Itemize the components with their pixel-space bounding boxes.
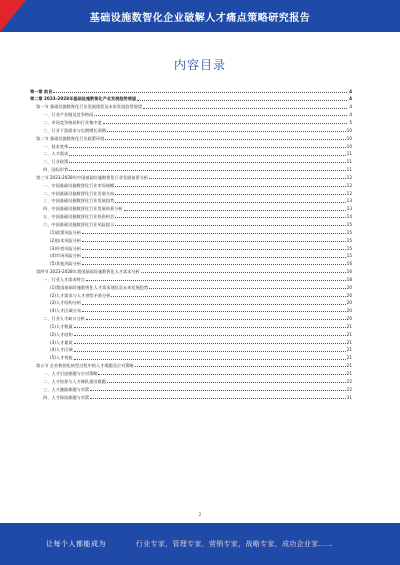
toc-leader-dots	[94, 115, 347, 116]
toc-entry-page: 15	[346, 221, 352, 227]
toc-leader-dots	[82, 241, 346, 242]
toc-leader-dots	[115, 217, 345, 218]
toc-entry-page: 12	[346, 174, 352, 180]
toc-entry-page: 16	[346, 269, 352, 275]
toc-entry[interactable]	[30, 133, 352, 141]
toc-leader-dots	[82, 311, 346, 312]
toc-entry[interactable]	[30, 361, 352, 369]
toc-entry[interactable]	[30, 102, 352, 110]
toc-entry-page: 11	[346, 151, 352, 157]
toc-entry[interactable]	[30, 243, 352, 251]
toc-entry-text: 三、人才激励难题与对策	[43, 386, 90, 392]
toc-leader-dots	[143, 108, 347, 109]
toc-entry-text: 二、人才需求	[43, 151, 69, 157]
toc-entry-page: 21	[346, 331, 352, 337]
toc-entry[interactable]	[30, 251, 352, 259]
toc-leader-dots	[69, 170, 346, 171]
toc-entry[interactable]	[30, 306, 352, 314]
toc-entry-text: (3)人才结构分析	[50, 300, 82, 306]
toc-entry-page: 18	[346, 276, 352, 282]
toc-entry-text: 一、人才引进难题与应对策略	[43, 371, 98, 377]
toc-entry[interactable]	[30, 376, 352, 384]
toc-entry-page: 20	[346, 316, 352, 322]
toc-entry[interactable]	[30, 337, 352, 345]
toc-entry-text: (5)其他风险分析	[50, 261, 82, 267]
toc-entry-page: 22	[346, 378, 352, 384]
toc-leader-dots	[107, 382, 346, 383]
toc-entry-text: 第二章 2023-2028年基础设施数智化产业发展趋势展望	[30, 96, 137, 102]
toc-leader-dots	[103, 123, 347, 124]
toc-entry-text: 三、行业下游需求与长期增长预期	[43, 127, 106, 133]
toc-entry[interactable]	[30, 392, 352, 400]
toc-entry-page: 10	[346, 127, 352, 133]
toc-leader-dots	[82, 233, 346, 234]
toc-entry-page: 4	[349, 104, 352, 110]
toc-entry[interactable]	[30, 164, 352, 172]
toc-entry[interactable]	[30, 125, 352, 133]
toc-leader-dots	[149, 288, 346, 289]
toc-entry-text: 四、中国基础设施数智化行业发展前景分析	[43, 206, 123, 212]
toc-entry-page: 10	[346, 143, 352, 149]
toc-entry-text: (4)人才区域	[50, 347, 73, 353]
toc-leader-dots	[69, 162, 346, 163]
toc-leader-dots	[98, 374, 345, 375]
toc-entry-text: (2)人才需求与人才供给矛盾分析	[50, 292, 111, 298]
toc-leader-dots	[86, 280, 346, 281]
toc-leader-dots	[115, 186, 345, 187]
toc-leader-dots	[115, 202, 345, 203]
toc-leader-dots	[115, 225, 345, 226]
toc-leader-dots	[111, 296, 345, 297]
toc-entry-page: 4	[349, 112, 352, 118]
toc-entry-text: 第二节 基础设施数智化行业政策环境	[36, 135, 105, 141]
toc-leader-dots	[74, 335, 346, 336]
toc-leader-dots	[69, 155, 346, 156]
toc-leader-dots	[82, 304, 346, 305]
toc-leader-dots	[74, 359, 346, 360]
toc-entry-page: 15	[346, 237, 352, 243]
toc-entry-text: (5)人才效能	[50, 355, 73, 361]
toc-entry[interactable]	[30, 94, 352, 102]
toc-entry-text: 第四节 2023-2028年我国基础设施数智化人才需求分析	[36, 269, 140, 275]
table-of-contents	[30, 86, 352, 400]
toc-heading: 内容目录	[173, 58, 226, 72]
toc-entry-page: 20	[346, 284, 352, 290]
toc-entry-text: 四、人才保留难题与对策	[43, 394, 90, 400]
toc-entry[interactable]	[30, 196, 352, 204]
toc-entry-text: 第一章 前言	[30, 88, 53, 94]
toc-leader-dots	[149, 178, 346, 179]
header-bar	[0, 0, 400, 32]
toc-entry[interactable]	[30, 172, 352, 180]
toc-entry-text: (3)人才素质	[50, 339, 73, 345]
report-title: 基础设施数智化企业破解人才痛点策略研究报告	[89, 13, 311, 24]
toc-entry-page: 4	[349, 96, 352, 102]
toc-entry[interactable]	[30, 274, 352, 282]
toc-leader-dots	[74, 351, 346, 352]
toc-entry-text: 五、中国基础设施数智化行业投资机会	[43, 214, 115, 220]
toc-entry-text: (1)人才数量	[50, 323, 73, 329]
toc-leader-dots	[107, 131, 346, 132]
toc-entry-page: 12	[346, 190, 352, 196]
toc-leader-dots	[69, 147, 346, 148]
toc-leader-dots	[115, 194, 345, 195]
toc-entry-text: 一、行业人才需求特点	[43, 276, 85, 282]
toc-leader-dots	[90, 390, 346, 391]
toc-entry-page: 20	[346, 300, 352, 306]
toc-entry-text: 第一节 基础设施数智化行业发展现状及未来发展趋势展望	[36, 104, 143, 110]
footer-slogan: 让每个人都能成为	[46, 540, 106, 548]
toc-entry[interactable]	[30, 282, 352, 290]
toc-entry[interactable]	[30, 110, 352, 118]
toc-entry[interactable]	[30, 227, 352, 235]
toc-entry[interactable]	[30, 329, 352, 337]
toc-entry-text: 四、国际形势	[43, 167, 69, 173]
toc-entry-text: 一、行业产业链及竞争格局	[43, 112, 94, 118]
toc-entry-text: 六、中国基础设施数智化行业风险提示	[43, 221, 115, 227]
toc-entry-page: 15	[346, 245, 352, 251]
toc-entry-page: 21	[346, 323, 352, 329]
toc-entry-text: 三、中国基础设施数智化行业发展趋势	[43, 198, 115, 204]
toc-entry-page: 14	[346, 214, 352, 220]
toc-entry-page: 15	[346, 253, 352, 259]
footer-tagline: 行业专家，管理专家，营销专家，战略专家，成功企业家……	[136, 540, 334, 548]
toc-leader-dots	[53, 92, 347, 93]
toc-entry[interactable]	[30, 188, 352, 196]
toc-entry[interactable]	[30, 219, 352, 227]
toc-leader-dots	[137, 100, 347, 101]
toc-entry-text: (4)市场风险分析	[50, 253, 82, 259]
toc-leader-dots	[74, 343, 346, 344]
toc-entry-text: (3)经营风险分析	[50, 245, 82, 251]
toc-entry-page: 20	[346, 308, 352, 314]
toc-leader-dots	[141, 272, 346, 273]
toc-entry-text: (1)我国基础设施数智化人才需求现状及未来发展趋势	[50, 284, 149, 290]
toc-entry[interactable]	[30, 212, 352, 220]
toc-entry[interactable]	[30, 298, 352, 306]
toc-entry[interactable]	[30, 149, 352, 157]
toc-entry[interactable]	[30, 141, 352, 149]
toc-entry-page: 31	[346, 394, 352, 400]
toc-entry[interactable]	[30, 266, 352, 274]
toc-entry-page: 21	[346, 371, 352, 377]
toc-entry-text: (4)人才区域分布	[50, 308, 82, 314]
toc-entry-text: 二、中国基础设施数智化行业发展方向	[43, 190, 115, 196]
toc-entry[interactable]	[30, 117, 352, 125]
toc-entry[interactable]	[30, 157, 352, 165]
toc-entry-text: (1)政策风险分析	[50, 229, 82, 235]
toc-leader-dots	[105, 139, 345, 140]
toc-entry[interactable]	[30, 368, 352, 376]
toc-entry-text: 二、人才培养与人才梯队建设难题	[43, 378, 106, 384]
toc-entry-text: 一、技术变革	[43, 143, 69, 149]
toc-entry-text: 第三节 2023-2028年中国基础设施数智化行业发展前景分析	[36, 174, 149, 180]
toc-leader-dots	[82, 257, 346, 258]
toc-entry[interactable]	[30, 353, 352, 361]
toc-entry[interactable]	[30, 290, 352, 298]
toc-leader-dots	[74, 327, 346, 328]
page-number: 2	[198, 512, 202, 517]
toc-entry-page: 20	[346, 292, 352, 298]
toc-leader-dots	[135, 366, 346, 367]
toc-entry-page: 5	[349, 120, 352, 126]
toc-entry-page: 21	[346, 355, 352, 361]
toc-entry[interactable]	[30, 345, 352, 353]
toc-entry-page: 4	[349, 88, 352, 94]
toc-entry[interactable]	[30, 384, 352, 392]
toc-entry-page: 15	[346, 229, 352, 235]
toc-entry-page: 10	[346, 135, 352, 141]
toc-entry-text: 二、市场竞争格局和行业集中度	[43, 120, 102, 126]
toc-entry-page: 12	[346, 182, 352, 188]
toc-entry[interactable]	[30, 313, 352, 321]
toc-entry-text: 三、行业政策	[43, 159, 69, 165]
toc-entry-text: 二、行业人才缺口分析	[43, 316, 85, 322]
toc-entry[interactable]	[30, 235, 352, 243]
toc-entry-page: 21	[346, 339, 352, 345]
toc-entry-text: (2)人才结构	[50, 331, 73, 337]
toc-leader-dots	[82, 264, 346, 265]
toc-entry-page: 22	[346, 386, 352, 392]
toc-leader-dots	[86, 319, 346, 320]
toc-entry-text: (2)技术风险分析	[50, 237, 82, 243]
toc-entry[interactable]	[30, 86, 352, 94]
toc-entry[interactable]	[30, 259, 352, 267]
toc-leader-dots	[90, 398, 346, 399]
toc-entry-page: 13	[346, 206, 352, 212]
toc-entry-page: 21	[346, 347, 352, 353]
toc-entry-text: 一、中国基础设施数智化行业市场规模	[43, 182, 115, 188]
toc-leader-dots	[82, 249, 346, 250]
toc-entry-page: 21	[346, 363, 352, 369]
footer-bar	[0, 523, 400, 565]
toc-entry[interactable]	[30, 321, 352, 329]
toc-entry-page: 11	[346, 159, 352, 165]
toc-entry[interactable]	[30, 180, 352, 188]
toc-entry[interactable]	[30, 204, 352, 212]
toc-entry-page: 11	[346, 167, 352, 173]
toc-entry-page: 13	[346, 198, 352, 204]
toc-entry-page: 16	[346, 261, 352, 267]
toc-leader-dots	[124, 210, 346, 211]
toc-entry-text: 第五节 企业数智化转型过程中的人才难题及应对策略	[36, 363, 134, 369]
